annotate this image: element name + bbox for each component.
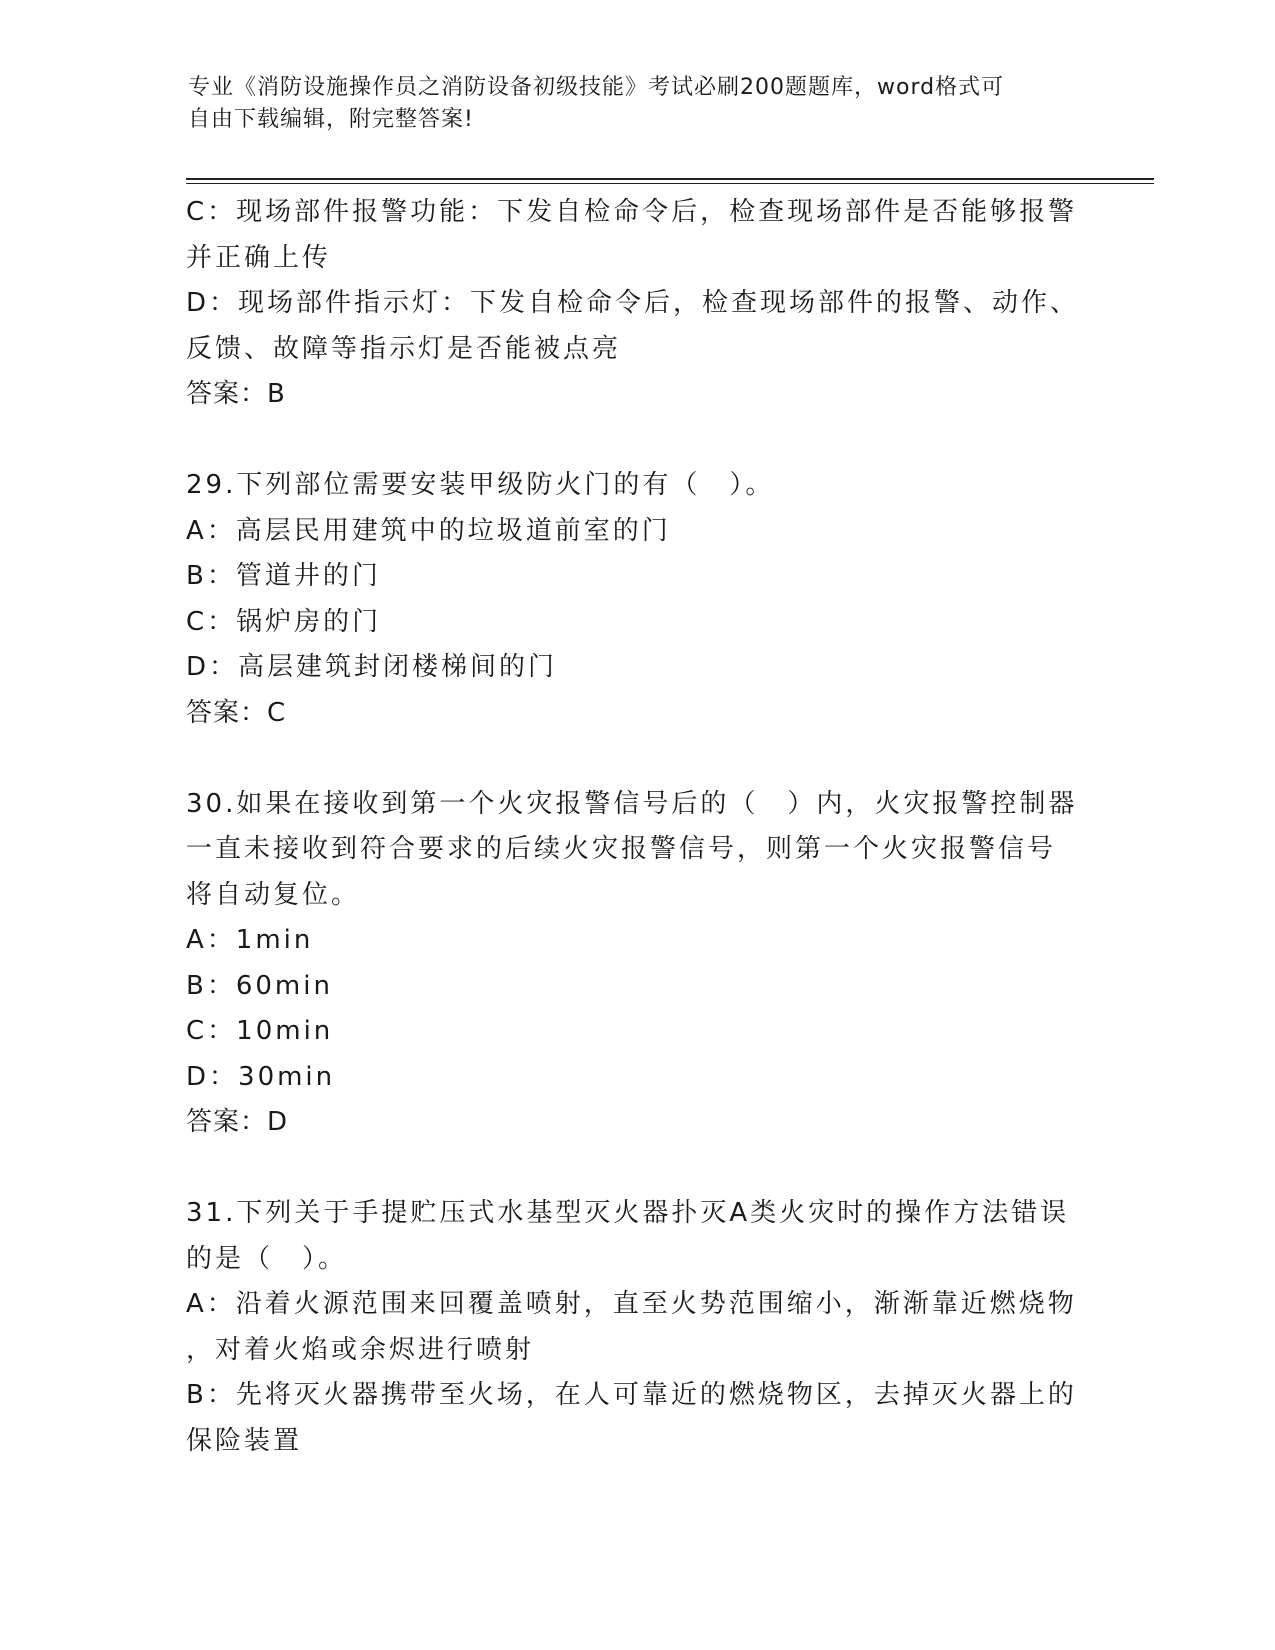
answer-line: 答案：C: [186, 697, 287, 728]
document-header: [188, 72, 1068, 136]
question-stem: 将自动复位。: [186, 879, 361, 910]
question-block-31: [186, 1191, 1086, 1464]
option-d: D：30min: [186, 1061, 336, 1092]
option-a: A：沿着火源范围来回覆盖喷射，直至火势范围缩小，渐渐靠近燃烧物: [186, 1289, 1077, 1319]
answer-line: 答案：D: [186, 1107, 289, 1137]
question-stem: 29.下列部位需要安装甲级防火门的有（ ）。: [186, 470, 775, 500]
option-b: B：管道井的门: [186, 561, 381, 591]
question-block-28: [186, 190, 1086, 418]
question-stem: 30.如果在接收到第一个火灾报警信号后的（ ）内，火灾报警控制器: [186, 788, 1078, 819]
header-divider-thick: [186, 178, 1154, 180]
option-a: A：1min: [186, 925, 314, 955]
question-stem: 31.下列关于手提贮压式水基型灭火器扑灭A类火灾时的操作方法错误: [186, 1198, 1070, 1228]
option-d: D：高层建筑封闭楼梯间的门: [186, 652, 558, 682]
question-block-30: [186, 782, 1086, 1146]
option-c: C：10min: [186, 1016, 334, 1046]
question-list: [186, 190, 1086, 1464]
header-divider-thin: [186, 183, 1154, 184]
question-stem: 一直未接收到符合要求的后续火灾报警信号，则第一个火灾报警信号: [186, 834, 1057, 864]
option-c: C：锅炉房的门: [186, 606, 382, 637]
question-stem: 的是（ ）。: [186, 1243, 348, 1274]
spacer: [186, 1146, 1086, 1192]
option-b: B：60min: [186, 970, 333, 1001]
question-line: C：现场部件报警功能：下发自检命令后，检查现场部件是否能够报警: [186, 197, 1078, 227]
option-b: 保险装置: [186, 1425, 303, 1456]
header-title-line-1: 专业《消防设施操作员之消防设备初级技能》考试必刷200题题库，word格式可: [188, 75, 1005, 100]
spacer: [186, 418, 1086, 464]
option-a: ，对着火焰或余烬进行喷射: [186, 1334, 535, 1365]
question-block-29: [186, 463, 1086, 736]
spacer: [186, 736, 1086, 782]
answer-line: 答案：B: [186, 379, 286, 409]
question-line: 并正确上传: [186, 242, 332, 273]
header-title-line-2: 自由下载编辑，附完整答案!: [188, 107, 474, 132]
option-a: A：高层民用建筑中的垃圾道前室的门: [186, 515, 671, 546]
question-line: 反馈、故障等指示灯是否能被点亮: [186, 333, 622, 364]
option-b: B：先将灭火器携带至火场，在人可靠近的燃烧物区，去掉灭火器上的: [186, 1380, 1077, 1410]
question-line: D：现场部件指示灯：下发自检命令后，检查现场部件的报警、动作、: [186, 288, 1080, 318]
